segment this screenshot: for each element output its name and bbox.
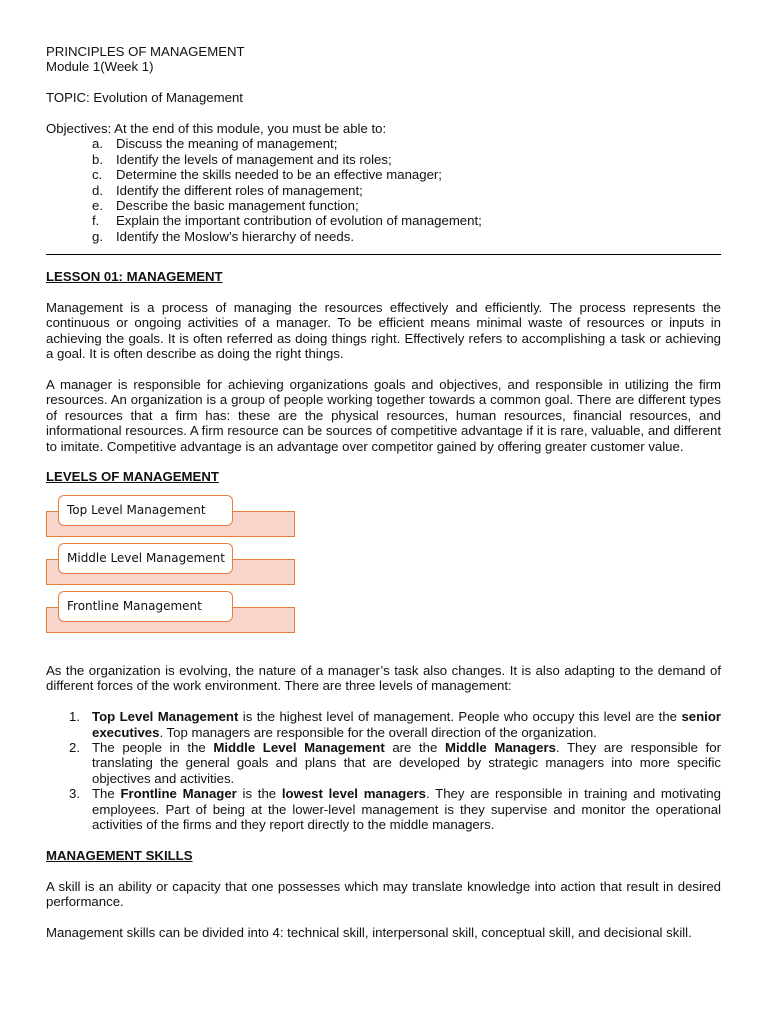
list-item: g. Identify the Moslow’s hierarchy of needs. [92, 228, 354, 244]
list-item: d. Identify the different roles of management; [92, 182, 363, 198]
list-item: 3. The Frontline Manager is the lowest level managers. They are responsible in training and motivating employees. Part of being at the lower-level management is they supervise and monitor the operational activities of the firms and they report directly to the middle managers. [69, 786, 721, 832]
list-item: c. Determine the skills needed to be an effective manager; [92, 167, 442, 183]
module-label: Module 1(Week 1) [46, 59, 154, 75]
skills-paragraph-2: Management skills can be divided into 4: technical skill, interpersonal skill, conceptual skill, and decisional skill. [46, 924, 692, 940]
topic-label: TOPIC: Evolution of Management [46, 90, 243, 106]
level-box-top: Top Level Management [58, 495, 233, 526]
list-item: 2. The people in the Middle Level Management are the Middle Managers. They are responsible for translating the general goals and plans that are developed by strategic managers into more specific objectives and activities. [69, 739, 722, 786]
objectives-intro: Objectives: At the end of this module, you must be able to: [46, 121, 387, 136]
document-page [46, 44, 721, 940]
section-divider [46, 254, 721, 255]
lesson-heading: LESSON 01: MANAGEMENT [46, 269, 223, 285]
list-item: a. Discuss the meaning of management; [92, 136, 338, 152]
objectives-list [46, 136, 721, 244]
lesson-paragraph-1: Management is a process of managing the resources effectively and efficiently. The process represents the continuous or ongoing activities of a manager. To be efficient means minimal waste of resources or inputs in achieving the goals. It is often referred as doing things right. Effectively refers to accomplishing a task or achieving a goal. It is often describe as doing the right things. [46, 300, 721, 362]
level-box-frontline: Frontline Management [58, 591, 233, 622]
levels-heading: LEVELS OF MANAGEMENT [46, 469, 219, 485]
list-item: b. Identify the levels of management and its roles; [92, 151, 392, 167]
skills-paragraph-1: A skill is an ability or capacity that one possesses which may translate knowledge into action that result in desired performance. [46, 878, 721, 909]
level-box-middle: Middle Level Management [58, 543, 233, 574]
list-item: 1. Top Level Management is the highest level of management. People who occupy this level are the senior executives. Top managers are responsible for the overall direction of the organization. [69, 709, 722, 740]
levels-diagram [46, 493, 721, 653]
list-item: e. Describe the basic management function; [92, 198, 359, 214]
lesson-paragraph-2: A manager is responsible for achieving organizations goals and objectives, and responsible in utilizing the firm resources. An organization is a group of people working together towards a common goal. There are different types of resources that a firm has: these are the physical resources, human resources, financial resources, and informational resources. A firm resource can be sources of competitive advantage if it is rare, valuable, and different to imitate. Competitive advantage is an advantage over competitor gained by offering greater customer value. [46, 377, 721, 454]
list-item: f. Explain the important contribution of evolution of management; [92, 213, 482, 229]
levels-intro: As the organization is evolving, the nature of a manager’s task also changes. It is also adapting to the demand of different forces of the work environment. There are three levels of management: [46, 662, 721, 694]
levels-list [46, 709, 721, 832]
course-title: PRINCIPLES OF MANAGEMENT [46, 44, 245, 59]
skills-heading: MANAGEMENT SKILLS [46, 847, 193, 863]
